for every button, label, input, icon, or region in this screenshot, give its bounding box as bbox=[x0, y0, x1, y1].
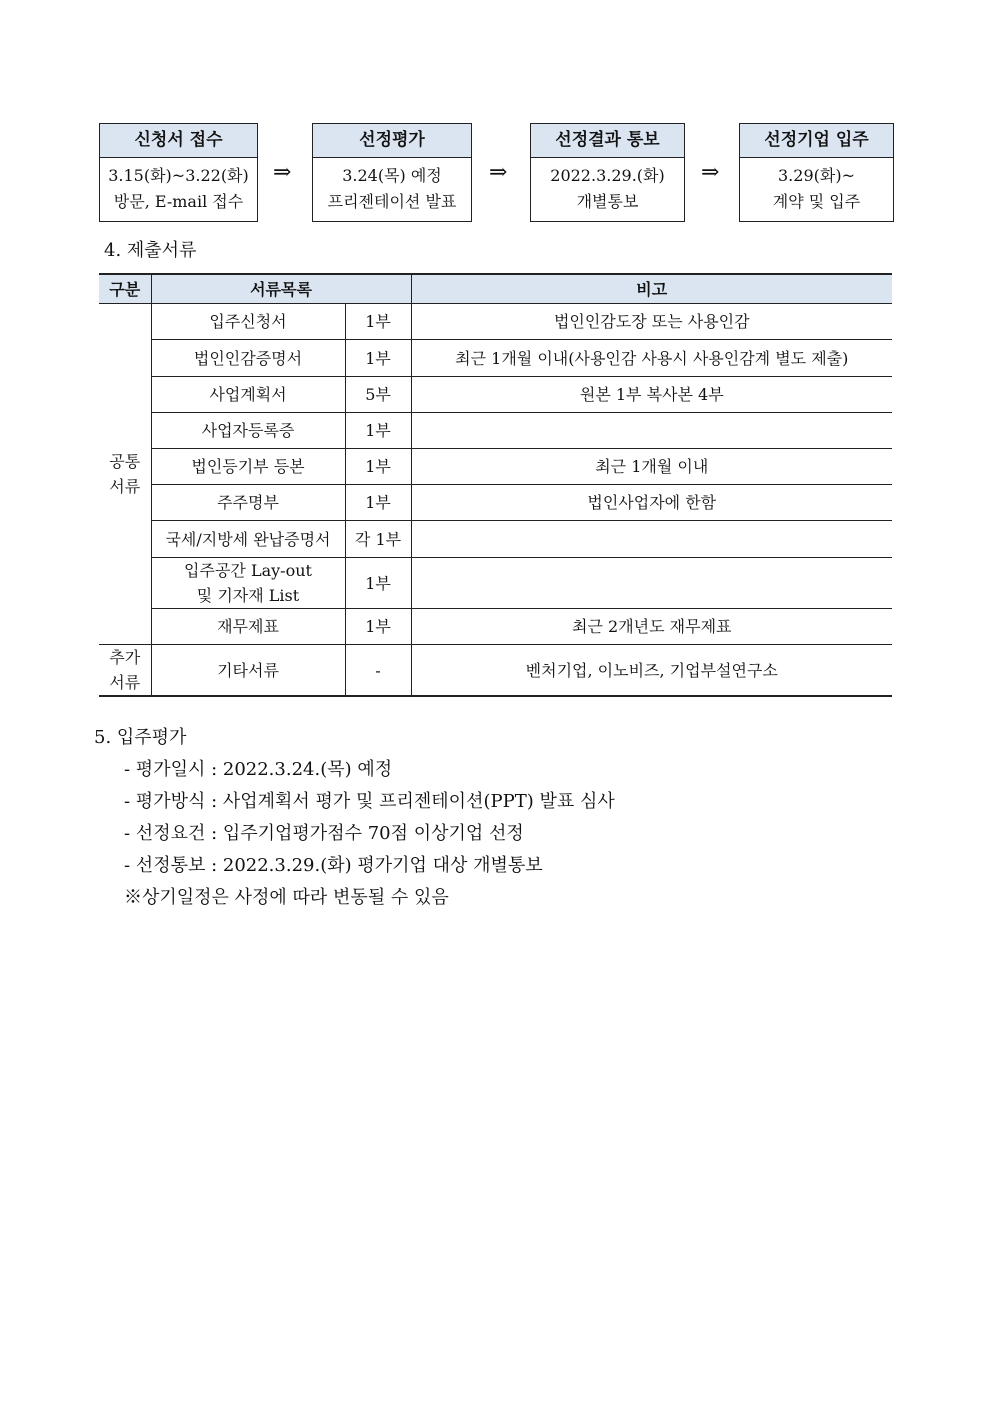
section-5 bbox=[94, 722, 615, 914]
eval-item-date: - 평가일시 : 2022.3.24.(목) 예정 bbox=[124, 759, 393, 780]
doc-qty: - bbox=[345, 645, 411, 697]
section-4-title: 4. 제출서류 bbox=[104, 240, 197, 261]
flow-arrow: ⇒ bbox=[273, 160, 292, 185]
table-header-row bbox=[99, 274, 892, 304]
doc-qty: 각 1부 bbox=[345, 521, 411, 558]
doc-note bbox=[411, 521, 892, 558]
doc-note: 최근 1개월 이내(사용인감 사용시 사용인감계 별도 제출) bbox=[411, 340, 892, 377]
doc-name: 재무제표 bbox=[151, 609, 345, 645]
schedule-note: ※상기일정은 사정에 따라 변동될 수 있음 bbox=[124, 887, 449, 908]
table-row bbox=[99, 645, 892, 697]
table-row bbox=[99, 304, 892, 340]
doc-name: 기타서류 bbox=[151, 645, 345, 697]
flow-step-title: 선정기업 입주 bbox=[740, 124, 893, 158]
flow-step-detail: 방문, E-mail 접수 bbox=[113, 192, 244, 211]
table-row bbox=[99, 340, 892, 377]
doc-name: 주주명부 bbox=[151, 485, 345, 521]
documents-table bbox=[99, 273, 892, 697]
doc-note: 원본 1부 복사본 4부 bbox=[411, 377, 892, 413]
eval-item-method: - 평가방식 : 사업계획서 평가 및 프리젠테이션(PPT) 발표 심사 bbox=[124, 791, 615, 812]
flow-step-title: 선정결과 통보 bbox=[531, 124, 684, 158]
doc-name: 법인인감증명서 bbox=[151, 340, 345, 377]
group-common: 공통 서류 bbox=[99, 304, 151, 645]
eval-item-criteria: - 선정요건 : 입주기업평가점수 70점 이상기업 선정 bbox=[124, 823, 524, 844]
flow-step-title: 선정평가 bbox=[313, 124, 471, 158]
doc-note: 법인인감도장 또는 사용인감 bbox=[411, 304, 892, 340]
doc-note: 최근 1개월 이내 bbox=[411, 449, 892, 485]
doc-qty: 1부 bbox=[345, 340, 411, 377]
flow-step-date: 3.15(화)~3.22(화) bbox=[108, 166, 249, 185]
doc-note: 법인사업자에 한함 bbox=[411, 485, 892, 521]
flow-arrow: ⇒ bbox=[489, 160, 508, 185]
doc-name: 법인등기부 등본 bbox=[151, 449, 345, 485]
flow-step-detail: 계약 및 입주 bbox=[772, 192, 861, 211]
flow-step-date: 3.29(화)~ bbox=[778, 166, 855, 185]
group-extra: 추가 서류 bbox=[99, 645, 151, 697]
doc-qty: 1부 bbox=[345, 485, 411, 521]
doc-note bbox=[411, 413, 892, 449]
flow-step-application bbox=[99, 123, 258, 222]
doc-note bbox=[411, 558, 892, 609]
flow-step-move-in bbox=[739, 123, 894, 222]
table-row bbox=[99, 377, 892, 413]
doc-name: 국세/지방세 완납증명서 bbox=[151, 521, 345, 558]
flow-step-result bbox=[530, 123, 685, 222]
doc-qty: 5부 bbox=[345, 377, 411, 413]
flow-step-detail: 프리젠테이션 발표 bbox=[327, 192, 457, 211]
table-row bbox=[99, 485, 892, 521]
doc-note: 최근 2개년도 재무제표 bbox=[411, 609, 892, 645]
doc-name: 사업계획서 bbox=[151, 377, 345, 413]
flow-step-detail: 개별통보 bbox=[576, 192, 639, 211]
flow-step-evaluation bbox=[312, 123, 472, 222]
doc-note: 벤처기업, 이노비즈, 기업부설연구소 bbox=[411, 645, 892, 697]
doc-qty: 1부 bbox=[345, 449, 411, 485]
doc-qty: 1부 bbox=[345, 609, 411, 645]
table-row bbox=[99, 609, 892, 645]
header-note: 비고 bbox=[411, 274, 892, 304]
doc-qty: 1부 bbox=[345, 413, 411, 449]
doc-name: 사업자등록증 bbox=[151, 413, 345, 449]
doc-qty: 1부 bbox=[345, 558, 411, 609]
doc-qty: 1부 bbox=[345, 304, 411, 340]
flow-step-date: 3.24(목) 예정 bbox=[342, 166, 442, 185]
eval-item-notice: - 선정통보 : 2022.3.29.(화) 평가기업 대상 개별통보 bbox=[124, 855, 543, 876]
doc-name: 입주신청서 bbox=[151, 304, 345, 340]
header-docs: 서류목록 bbox=[151, 274, 411, 304]
table-row bbox=[99, 521, 892, 558]
flow-step-title: 신청서 접수 bbox=[100, 124, 257, 158]
doc-name: 입주공간 Lay-out 및 기자재 List bbox=[151, 558, 345, 609]
table-row bbox=[99, 413, 892, 449]
flow-arrow: ⇒ bbox=[701, 160, 720, 185]
section-5-title: 5. 입주평가 bbox=[94, 727, 187, 748]
table-row bbox=[99, 558, 892, 609]
flow-step-date: 2022.3.29.(화) bbox=[550, 166, 665, 185]
table-row bbox=[99, 449, 892, 485]
header-category: 구분 bbox=[99, 274, 151, 304]
